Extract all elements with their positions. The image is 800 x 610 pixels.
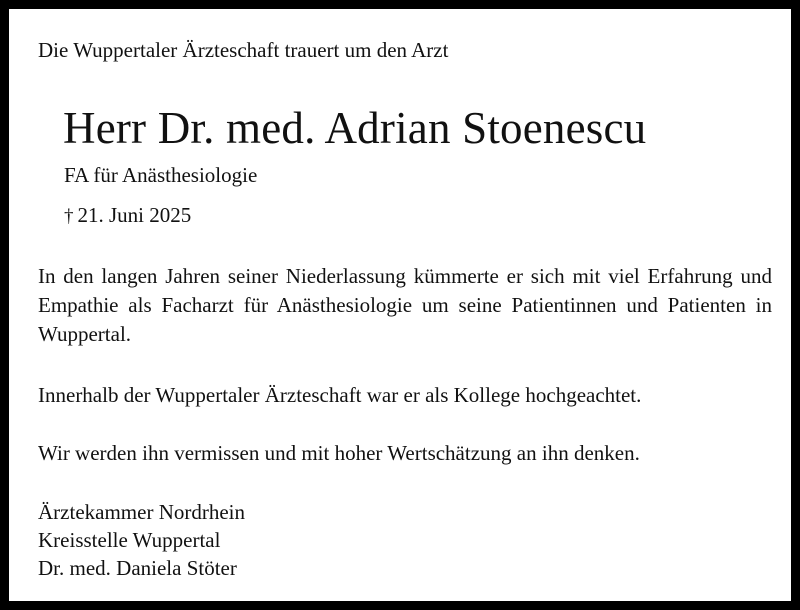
signature-district: Kreisstelle Wuppertal <box>38 528 221 552</box>
death-line <box>64 201 191 231</box>
death-date: 21. Juni 2025 <box>77 203 192 227</box>
body-paragraph-practice: In den langen Jahren seiner Niederlassung kümmerte er sich mit viel Erfahrung und Empathie als Facharzt für Anästhesiologie um seine Patientinnen und Patienten in Wuppertal. <box>38 264 772 346</box>
cross-icon: † <box>64 206 74 227</box>
signature-block <box>38 498 245 582</box>
body-paragraph-remembrance: Wir werden ihn vermissen und mit hoher Wertschätzung an ihn denken. <box>38 441 640 465</box>
signature-organization: Ärztekammer Nordrhein <box>38 500 245 524</box>
body-paragraph-colleague: Innerhalb der Wuppertaler Ärzteschaft war er als Kollege hochgeachtet. <box>38 383 642 407</box>
specialty-line: FA für Anästhesiologie <box>64 163 258 187</box>
deceased-name: Herr Dr. med. Adrian Stoenescu <box>63 103 647 153</box>
signature-person: Dr. med. Daniela Stöter <box>38 556 237 580</box>
intro-line: Die Wuppertaler Ärzteschaft trauert um den Arzt <box>38 38 449 62</box>
